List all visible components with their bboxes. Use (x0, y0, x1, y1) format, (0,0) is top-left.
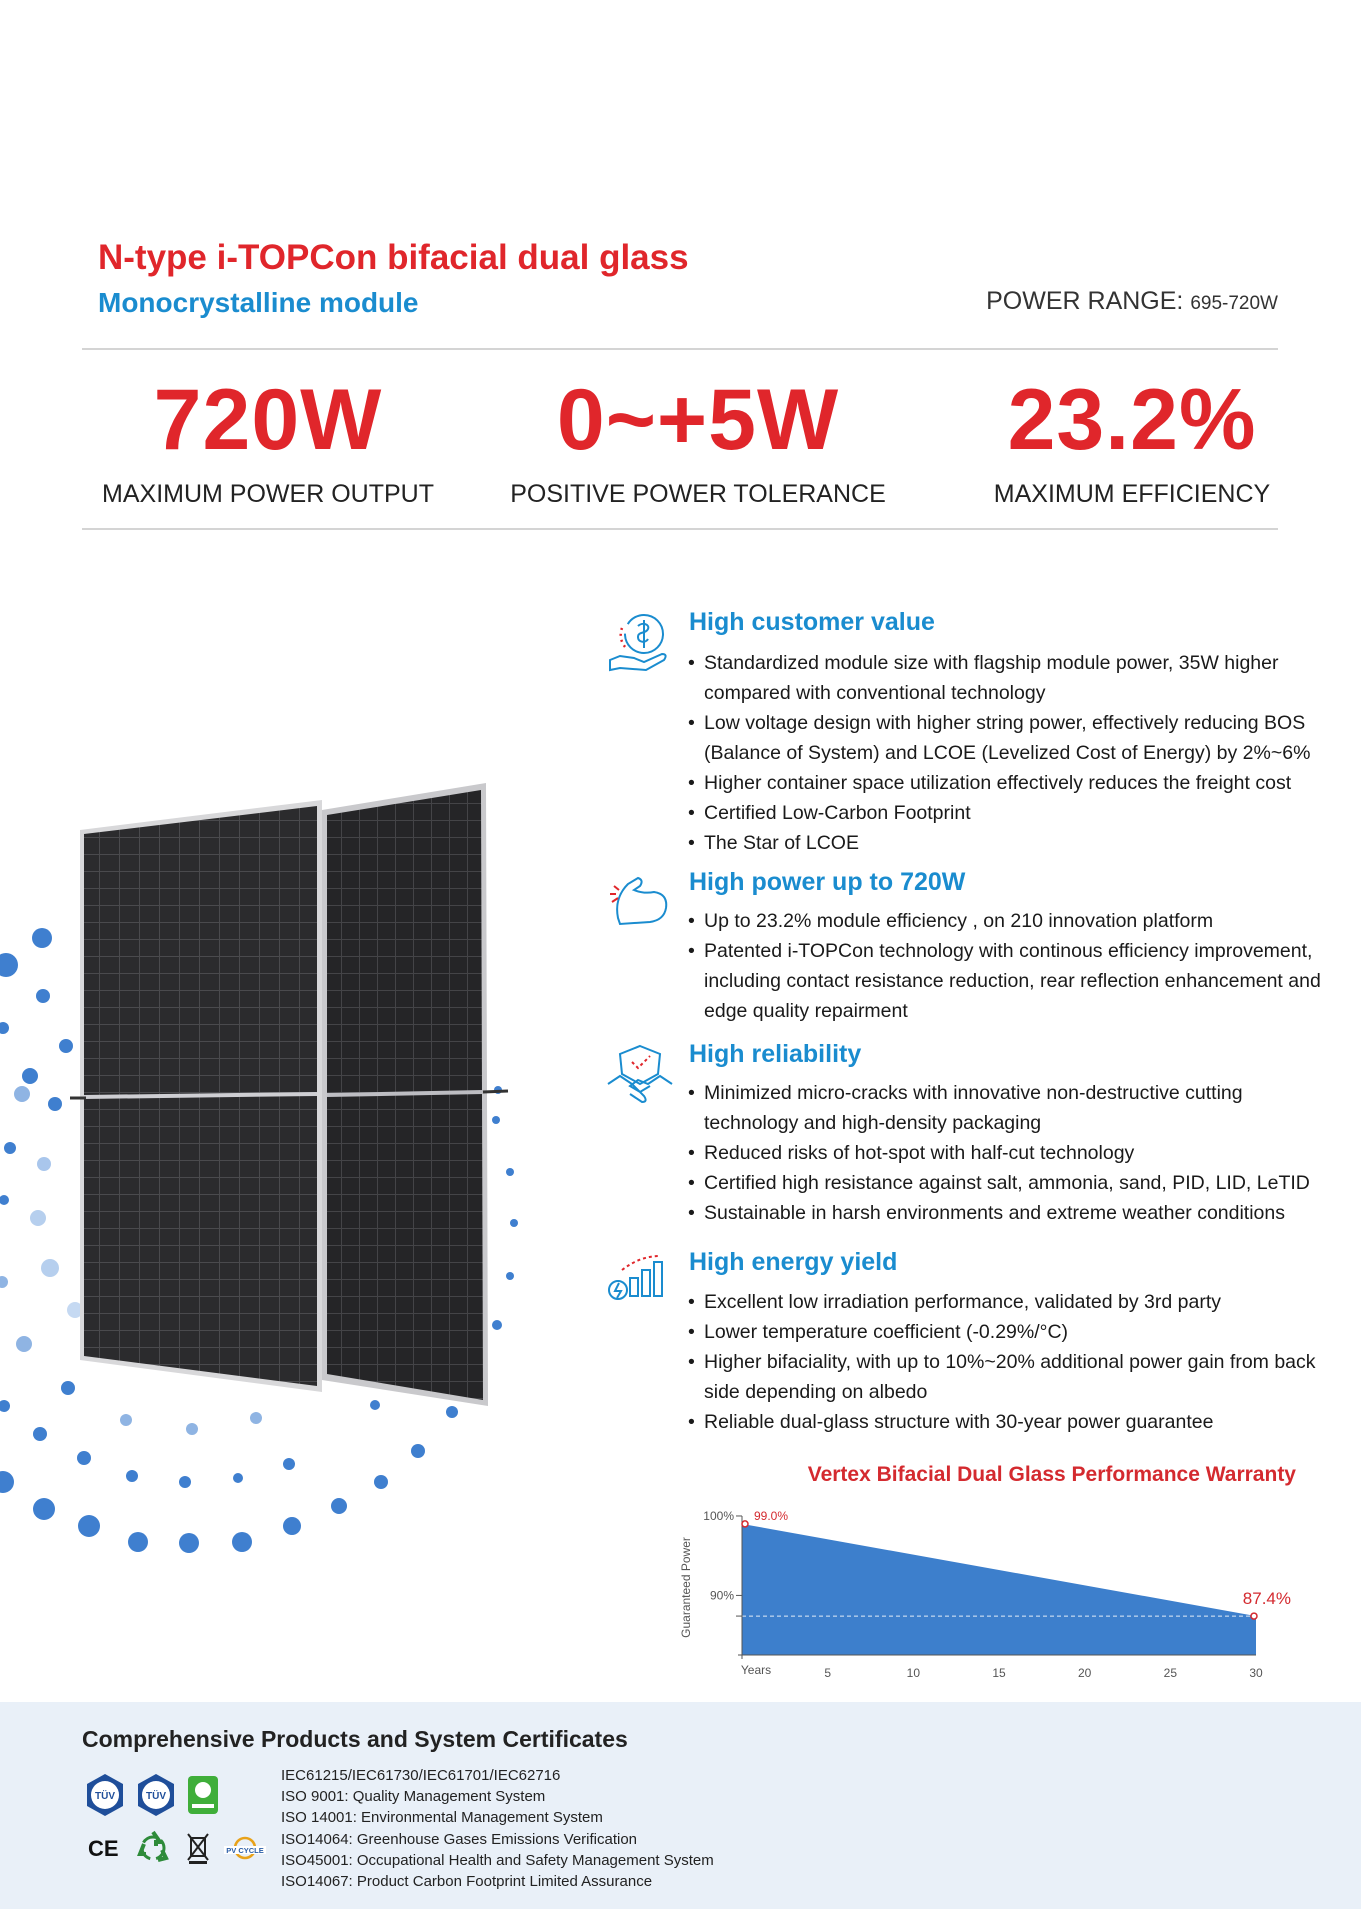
feature-heading: High power up to 720W (689, 868, 966, 896)
list-item: • Higher bifaciality, with up to 10%~20% additional power gain from back side depending on albedo (688, 1347, 1338, 1407)
weee-bin-icon (184, 1830, 212, 1866)
feature-bullets (688, 648, 1338, 858)
feature-bullets (688, 1287, 1338, 1437)
list-item: ISO 9001: Quality Management System (281, 1788, 546, 1806)
list-item: • Sustainable in harsh environments and extreme weather conditions (688, 1198, 1338, 1228)
start-value-label: 99.0% (754, 1508, 789, 1523)
kpi-value: 23.2% (1007, 372, 1257, 468)
x-tick-label: 20 (1077, 1666, 1092, 1680)
dollar-hand-icon (604, 608, 676, 680)
x-tick-label: 30 (1249, 1666, 1263, 1680)
tuv-logo-text: TÜV (95, 1791, 115, 1802)
warranty-area (742, 1524, 1256, 1655)
kpi-power-tolerance (488, 370, 908, 509)
recycle-icon (136, 1828, 170, 1866)
end-value-label: 87.4% (1242, 1589, 1291, 1609)
power-range-value: 695-720W (1190, 293, 1278, 314)
kpi-label: POSITIVE POWER TOLERANCE (510, 480, 886, 508)
kpi-max-efficiency (922, 370, 1342, 509)
list-item: • Standardized module size with flagship module power, 35W higher compared with conventional technology (688, 648, 1338, 708)
y-tick-label: 100% (703, 1508, 734, 1523)
product-title: N-type i-TOPCon bifacial dual glass (98, 238, 689, 277)
feature-heading: High customer value (689, 608, 935, 636)
tuv-logo-icon (82, 1772, 128, 1818)
list-item: • Reliable dual-glass structure with 30-year power guarantee (688, 1407, 1338, 1437)
kpi-label: MAXIMUM POWER OUTPUT (102, 480, 434, 508)
x-tick-label: 5 (824, 1666, 832, 1680)
product-subtitle: Monocrystalline module (98, 287, 419, 318)
certificates-title: Comprehensive Products and System Certificates (82, 1726, 628, 1752)
pv-cycle-logo-icon (224, 1836, 266, 1862)
eco-label-icon (186, 1774, 220, 1816)
y-axis-label: Guaranteed Power (679, 1537, 693, 1638)
ce-mark-text: CE (88, 1836, 119, 1861)
tuv-logo-icon (133, 1772, 179, 1818)
list-item: • The Star of LCOE (688, 828, 1338, 858)
list-item: • Lower temperature coefficient (-0.29%/°C) (688, 1317, 1338, 1347)
end-point-marker (1251, 1613, 1257, 1619)
y-tick-label: 90% (709, 1588, 734, 1603)
x-axis-label: Years (740, 1663, 772, 1677)
list-item: • Excellent low irradiation performance, validated by 3rd party (688, 1287, 1338, 1317)
x-tick-label: 15 (992, 1666, 1006, 1680)
list-item: ISO45001: Occupational Health and Safety Management System (281, 1851, 714, 1869)
list-item: • Higher container space utilization effectively reduces the freight cost (688, 768, 1338, 798)
list-item: IEC61215/IEC61730/IEC61701/IEC62716 (281, 1767, 561, 1784)
list-item: • Low voltage design with higher string power, effectively reducing BOS (Balance of System) and LCOE (Levelized Cost of Energy) by 2%~6% (688, 708, 1338, 768)
top-divider (82, 348, 1278, 350)
list-item: ISO14067: Product Carbon Footprint Limited Assurance (281, 1873, 653, 1891)
feature-bullets (688, 1078, 1338, 1228)
kpi-max-power (58, 370, 478, 509)
chart-title: Vertex Bifacial Dual Glass Performance Warranty (807, 1463, 1296, 1486)
kpi-divider (82, 528, 1278, 530)
kpi-label: MAXIMUM EFFICIENCY (993, 480, 1271, 508)
list-item: • Certified high resistance against salt, ammonia, sand, PID, LID, LeTID (688, 1168, 1338, 1198)
tuv-logo-text: TÜV (146, 1791, 166, 1802)
x-tick-label: 25 (1163, 1666, 1178, 1680)
feature-heading: High energy yield (689, 1248, 898, 1276)
feature-bullets (688, 906, 1338, 1026)
list-item: • Patented i-TOPCon technology with continous efficiency improvement, including contact resistance reduction, rear reflection enhancement and edge quality repairment (688, 936, 1338, 1026)
energy-bars-icon (604, 1248, 676, 1320)
warranty-chart (676, 1500, 1316, 1690)
list-item: ISO 14001: Environmental Management System (281, 1809, 603, 1827)
list-item: • Minimized micro-cracks with innovative non-destructive cutting technology and high-density packaging (688, 1078, 1338, 1138)
list-item: • Certified Low-Carbon Footprint (688, 798, 1338, 828)
strong-arm-icon (604, 868, 676, 940)
list-item: • Up to 23.2% module efficiency , on 210 innovation platform (688, 906, 1338, 936)
certificates-list (281, 1765, 714, 1892)
feature-heading: High reliability (689, 1040, 862, 1068)
x-tick-label: 10 (906, 1666, 921, 1680)
start-point-marker (742, 1521, 748, 1527)
solar-panel-rear (322, 783, 488, 1406)
kpi-value: 720W (153, 372, 383, 468)
power-range (986, 287, 1278, 316)
list-item: • Reduced risks of hot-spot with half-cut technology (688, 1138, 1338, 1168)
handshake-shield-icon (604, 1040, 676, 1112)
kpi-value: 0~+5W (556, 372, 840, 468)
ce-mark-icon (86, 1834, 122, 1864)
pv-cycle-logo-text: PV CYCLE (226, 1846, 264, 1855)
list-item: ISO14064: Greenhouse Gases Emissions Verification (281, 1830, 638, 1848)
power-range-label: POWER RANGE: (986, 287, 1184, 315)
solar-panel-image (0, 770, 520, 1570)
